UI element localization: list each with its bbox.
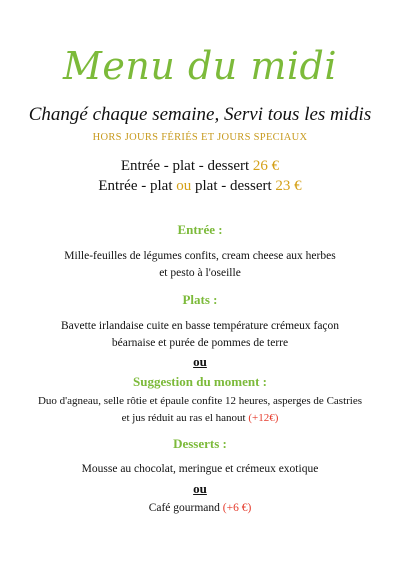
formula-two-courses-price: 23 € [275,178,302,194]
desserts-title: Desserts : [173,436,227,451]
formula-two-courses-part1: Entrée - plat [98,178,173,194]
formula-three-courses [0,158,400,175]
plats-title: Plats : [182,292,218,307]
desserts-line-2-text: Café gourmand [148,502,220,514]
formula-two-courses [0,178,400,195]
desserts-ou-separator: ou [193,481,207,496]
entree-line-1: Mille-feuilles de légumes confits, cream cheese aux herbes [64,250,336,262]
suggestion-line-1: Duo d'agneau, selle rôtie et épaule confite 12 heures, asperges de Castries [37,395,363,407]
formula-two-courses-part2: plat - dessert [195,178,272,194]
suggestion-extra-price: (+12€) [248,412,279,424]
menu-title: Menu du midi [63,44,337,88]
suggestion-line-2-text: et jus réduit au ras el hanout [121,412,246,424]
formula-three-courses-label: Entrée - plat - dessert [120,158,250,174]
entree-line-2: et pesto à l'oseille [159,267,241,279]
desserts-extra-price: (+6 €) [222,502,252,514]
plats-line-1: Bavette irlandaise cuite en basse température crémeux façon [60,320,340,332]
holiday-notice: HORS JOURS FÉRIÉS ET JOURS SPECIAUX [92,132,308,143]
suggestion-title: Suggestion du moment : [133,374,267,389]
formula-two-courses-ou: ou [176,178,192,194]
suggestion-line-2 [0,410,400,427]
plats-ou-separator: ou [193,354,207,369]
entree-title: Entrée : [177,222,223,237]
menu-subtitle: Changé chaque semaine, Servi tous les midis [28,104,372,125]
desserts-line-1: Mousse au chocolat, meringue et crémeux exotique [81,463,319,475]
formula-three-courses-price: 26 € [252,158,280,174]
desserts-line-2 [0,500,400,517]
plats-line-2: béarnaise et purée de pommes de terre [111,337,289,349]
